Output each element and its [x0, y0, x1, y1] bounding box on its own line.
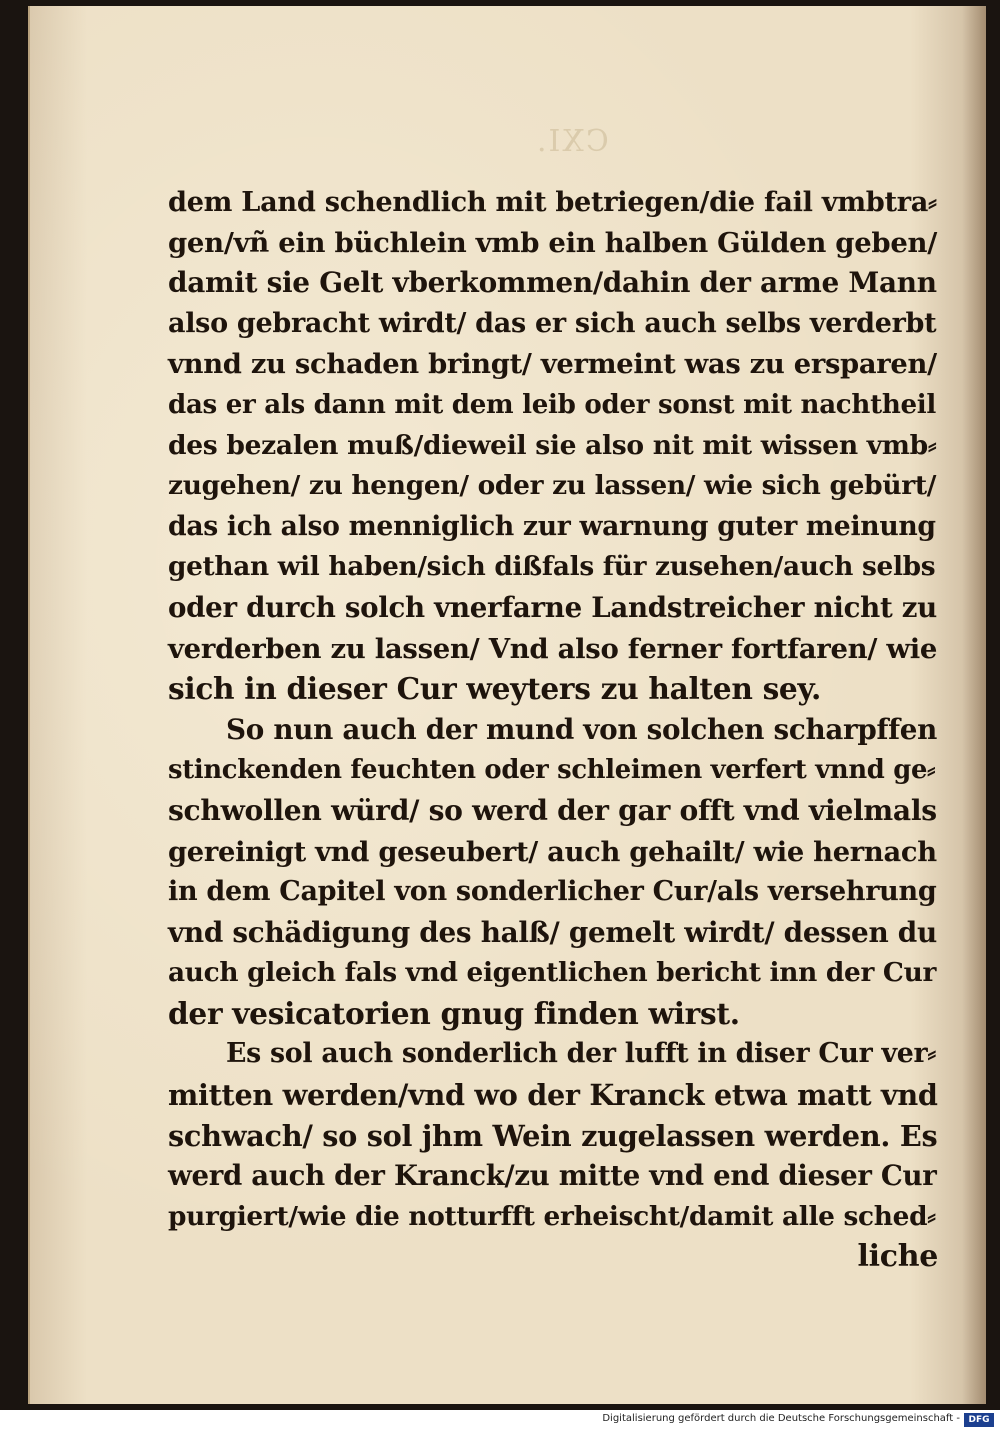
text-line: zugehen/ zu hengen/ oder zu lassen/ wie sich gebürt/: [168, 470, 937, 502]
text-line: gereinigt vnd geseubert/ auch gehailt/ wie hernach: [168, 835, 937, 868]
page-gutter-shadow: [962, 6, 986, 1404]
dfg-logo-icon: DFG: [964, 1413, 994, 1427]
text-line: mitten werden/vnd wo der Kranck etwa matt vnd: [168, 1078, 938, 1113]
text-line: gethan wil haben/sich dißfals für zusehen/auch selbs: [168, 551, 936, 583]
text-line: in dem Capitel von sonderlicher Cur/als versehrung: [168, 876, 937, 908]
text-line: So nun auch der mund von solchen scharpffen: [226, 712, 938, 746]
text-line: des bezalen muß/dieweil sie also nit mit wissen vmb⸗: [168, 429, 937, 461]
footer-bar: [0, 1410, 1000, 1430]
funding-credit: Digitalisierung gefördert durch die Deutsche Forschungsgemeinschaft -: [602, 1413, 960, 1424]
text-line: vnnd zu schaden bringt/ vermeint was zu ersparen/: [168, 348, 937, 381]
text-line: purgiert/wie die notturfft erheischt/damit alle sched⸗: [168, 1200, 936, 1232]
text-line: verderben zu lassen/ Vnd also ferner fortfaren/ wie: [168, 632, 938, 665]
text-line: das er als dann mit dem leib oder sonst mit nachtheil: [168, 388, 937, 420]
text-line: der vesicatorien gnug finden wirst.: [168, 995, 740, 1031]
text-line: damit sie Gelt vberkommen/dahin der arme Mann: [168, 266, 937, 300]
text-line: auch gleich fals vnd eigentlichen bericht inn der Cur: [168, 957, 937, 989]
text-line: stinckenden feuchten oder schleimen verfert vnnd ge⸗: [168, 755, 936, 786]
text-line: werd auch der Kranck/zu mitte vnd end dieser Cur: [168, 1159, 937, 1193]
text-line: vnd schädigung des halß/ gemelt wirdt/ dessen du: [168, 915, 937, 949]
text-block: [168, 182, 948, 1278]
text-line: liche: [857, 1239, 938, 1275]
text-line: das ich also menniglich zur warnung guter meinung: [168, 510, 936, 542]
text-line: dem Land schendlich mit betriegen/die fail vmbtra⸗: [168, 186, 937, 218]
text-line: gen/vñ ein büchlein vmb ein halben Gülden geben/: [168, 226, 937, 259]
text-line: schwach/ so sol jhm Wein zugelassen werden. Es: [168, 1118, 938, 1153]
text-line: schwollen würd/ so werd der gar offt vnd vielmals: [168, 793, 937, 827]
text-line: also gebracht wirdt/ das er sich auch selbs verderbt: [168, 307, 937, 339]
text-line: oder durch solch vnerfarne Landstreicher nicht zu: [168, 590, 937, 624]
folio-bleedthrough: CXI.: [535, 124, 609, 159]
text-line: sich in dieser Cur weyters zu halten sey.: [168, 671, 821, 707]
text-line: Es sol auch sonderlich der lufft in diser Cur ver⸗: [226, 1038, 937, 1070]
